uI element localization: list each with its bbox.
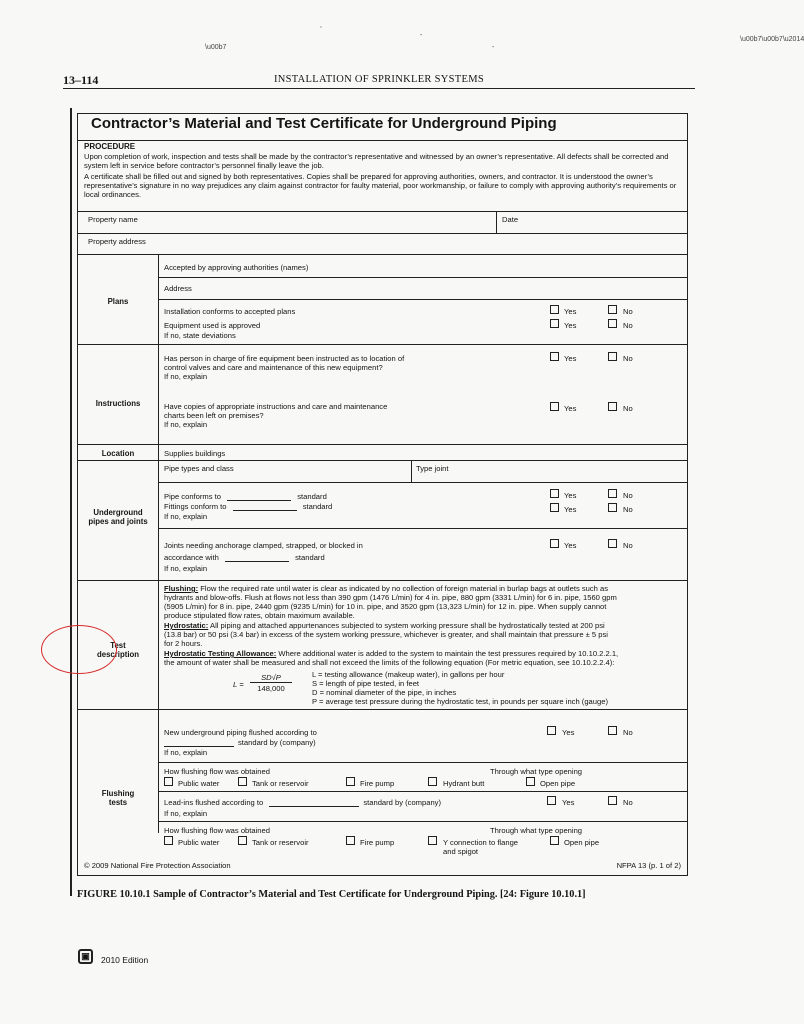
lead-ins-yes-checkbox[interactable] xyxy=(547,796,556,805)
flushing-text-2: hydrants and blow-offs. Flush at flows not less than 390 gpm (1476 L/min) for 4 in. pipe, 880 gpm (3331 L/min) for 6 in. pipe, 1560 gpm xyxy=(164,593,617,602)
charts-no-checkbox[interactable] xyxy=(608,402,617,411)
equation-denominator: 148,000 xyxy=(257,684,285,693)
new-flushed-yes-checkbox[interactable] xyxy=(547,726,556,735)
yes-label: Yes xyxy=(564,491,577,500)
no-label: No xyxy=(623,321,633,330)
accepted-by-label: Accepted by approving authorities (names) xyxy=(164,263,309,272)
yes-label: Yes xyxy=(564,354,577,363)
plans-conform-yes-checkbox[interactable] xyxy=(550,305,559,314)
standard-by-company-label: standard by (company) xyxy=(238,738,316,747)
tank-reservoir-label: Tank or reservoir xyxy=(252,838,309,847)
joints-no-checkbox[interactable] xyxy=(608,539,617,548)
tank-reservoir-label: Tank or reservoir xyxy=(252,779,309,788)
no-label: No xyxy=(623,728,633,737)
yes-label: Yes xyxy=(564,307,577,316)
pipe-conforms-no-checkbox[interactable] xyxy=(608,489,617,498)
page-header xyxy=(63,73,695,89)
no-label: No xyxy=(623,798,633,807)
plans-label: Plans xyxy=(107,297,129,306)
hydrostatic-text-2: (13.8 bar) or 50 psi (3.4 bar) in excess of the system working pressure, whichever is greater, and shall maintain that pressure ± 5 psi xyxy=(164,630,608,639)
no-label: No xyxy=(623,354,633,363)
supplies-buildings-label: Supplies buildings xyxy=(164,449,226,458)
standard-label: standard xyxy=(302,502,333,511)
yes-label: Yes xyxy=(564,404,577,413)
definition-s: S = length of pipe tested, in feet xyxy=(312,679,420,688)
property-address-field[interactable] xyxy=(168,234,683,253)
explain-label: If no, explain xyxy=(164,420,208,429)
figure-caption: FIGURE 10.10.1 Sample of Contractor’s Material and Test Certificate for Underground Piping. [24: Figure 10.10.1] xyxy=(77,889,586,900)
no-label: No xyxy=(623,307,633,316)
date-field[interactable] xyxy=(533,212,683,232)
running-title: INSTALLATION OF SPRINKLER SYSTEMS xyxy=(273,74,485,85)
standard-label: standard xyxy=(297,492,327,501)
joints-yes-checkbox[interactable] xyxy=(550,539,559,548)
flushing-text-4: produce stipulated flow rates, obtain maximum available. xyxy=(164,611,355,620)
standard-by-company-label: standard by (company) xyxy=(363,798,442,807)
new-flushed-no-checkbox[interactable] xyxy=(608,726,617,735)
fire-pump-checkbox-2[interactable] xyxy=(346,836,355,845)
no-label: No xyxy=(623,404,633,413)
fire-pump-label: Fire pump xyxy=(360,838,395,847)
yes-label: Yes xyxy=(564,541,577,550)
underground-label-2: pipes and joints xyxy=(88,517,148,526)
explain-label: If no, explain xyxy=(164,512,208,521)
equation-numerator: SD√P xyxy=(250,673,292,683)
equipment-no-checkbox[interactable] xyxy=(608,319,617,328)
instructed-no-checkbox[interactable] xyxy=(608,352,617,361)
no-label: No xyxy=(623,541,633,550)
open-pipe-label: Open pipe xyxy=(564,838,600,847)
allowance-text: Where additional water is added to the system to maintain the test pressures required by 10.10.2.2.1, xyxy=(276,649,619,658)
through-opening-label: Through what type opening xyxy=(490,826,583,835)
hydrant-butt-label: Hydrant butt xyxy=(443,779,485,788)
page-number: 13–114 xyxy=(63,73,99,87)
explain-label: If no, explain xyxy=(164,748,208,757)
tank-reservoir-checkbox[interactable] xyxy=(238,777,247,786)
explain-label: If no, explain xyxy=(164,564,208,573)
open-pipe-checkbox[interactable] xyxy=(526,777,535,786)
form-title: Contractor’s Material and Test Certificate for Underground Piping xyxy=(78,114,687,141)
yes-label: Yes xyxy=(562,728,575,737)
plans-conform-no-checkbox[interactable] xyxy=(608,305,617,314)
nfpa-page-label: NFPA 13 (p. 1 of 2) xyxy=(616,861,681,870)
certificate-form xyxy=(77,113,688,876)
property-name-label: Property name xyxy=(88,215,138,224)
hydrostatic-heading: Hydrostatic: xyxy=(164,621,209,630)
instruction-question-1b: control valves and care and maintenance of this new equipment? xyxy=(164,363,383,372)
flushing-tests-label: Flushing xyxy=(101,789,135,798)
date-label: Date xyxy=(502,215,519,224)
location-label: Location xyxy=(101,449,135,458)
through-opening-label: Through what type opening xyxy=(490,767,583,776)
hydrostatic-text: All piping and attached appurtenances subjected to system working pressure shall be hydrostatically tested at 200 psi xyxy=(208,621,605,630)
equipment-yes-checkbox[interactable] xyxy=(550,319,559,328)
tank-reservoir-checkbox-2[interactable] xyxy=(238,836,247,845)
hydrant-butt-checkbox[interactable] xyxy=(428,777,437,786)
property-address-label: Property address xyxy=(88,237,146,246)
no-label: No xyxy=(623,505,633,514)
no-label: No xyxy=(623,491,633,500)
equation-lhs: L = xyxy=(233,680,244,689)
equipment-approved-label: Equipment used is approved xyxy=(164,321,261,330)
copyright: © 2009 National Fire Protection Association xyxy=(84,861,231,870)
instruction-question-2b: charts been left on premises? xyxy=(164,411,264,420)
spigot-label: and spigot xyxy=(443,847,479,856)
joints-anchorage-label: Joints needing anchorage clamped, strapped, or blocked in xyxy=(164,541,363,550)
flushing-text: Flow the required rate until water is clear as indicated by no collection of foreign material in burlap bags at outlets such as xyxy=(198,584,609,593)
fire-pump-checkbox[interactable] xyxy=(346,777,355,786)
procedure-text-2: A certificate shall be filled out and signed by both representatives. Copies shall be prepared for approving authorities, owners, and contractor. It is understood the owner’s representative’s signature in no way prejudices any claim against contractor for faulty material, poor workmanship, or failure to comply with approving authority’s requirements or local ordinances. xyxy=(84,172,677,199)
explain-label: If no, explain xyxy=(164,372,208,381)
nfpa-logo-icon: ▣ xyxy=(78,949,93,964)
how-flow-obtained-label: How flushing flow was obtained xyxy=(164,826,270,835)
margin-bar xyxy=(70,108,72,896)
instruction-question-2: Have copies of appropriate instructions and care and maintenance xyxy=(164,402,388,411)
property-name-field[interactable] xyxy=(168,212,493,232)
allowance-heading: Hydrostatic Testing Allowance: xyxy=(164,649,277,658)
edition-label: 2010 Edition xyxy=(101,955,149,965)
procedure-heading: PROCEDURE xyxy=(84,142,136,151)
hydrostatic-text-3: for 2 hours. xyxy=(164,639,203,648)
fittings-label: Fittings conform to xyxy=(164,502,227,511)
new-piping-flushed-label: New underground piping flushed according to xyxy=(164,728,317,737)
definition-l: L = testing allowance (makeup water), in gallons per hour xyxy=(312,670,505,679)
yes-label: Yes xyxy=(562,798,575,807)
flushing-tests-label-2: tests xyxy=(108,798,128,807)
standard-label: standard xyxy=(295,553,325,562)
lead-ins-no-checkbox[interactable] xyxy=(608,796,617,805)
explain-label: If no, explain xyxy=(164,809,208,818)
pipe-conforms-label: Pipe conforms to xyxy=(164,492,221,501)
underground-label: Underground xyxy=(93,508,143,517)
test-label: Test xyxy=(110,641,126,650)
fire-pump-label: Fire pump xyxy=(360,779,395,788)
how-flow-obtained-label: How flushing flow was obtained xyxy=(164,767,270,776)
public-water-label: Public water xyxy=(178,779,220,788)
instruction-question-1: Has person in charge of fire equipment been instructed as to location of xyxy=(164,354,405,363)
test-description-label: description xyxy=(96,650,140,659)
open-pipe-checkbox-2[interactable] xyxy=(550,836,559,845)
deviations-label: If no, state deviations xyxy=(164,331,236,340)
pipe-conforms-yes-checkbox[interactable] xyxy=(550,489,559,498)
accordance-label: accordance with xyxy=(164,553,219,562)
yes-label: Yes xyxy=(564,321,577,330)
fittings-no-checkbox[interactable] xyxy=(608,503,617,512)
public-water-checkbox-2[interactable] xyxy=(164,836,173,845)
procedure-text-1: Upon completion of work, inspection and tests shall be made by the contractor’s representative and witnessed by an owner’s representative. All defects shall be corrected and system left in service before contractor’s personnel finally leave the job. xyxy=(84,152,669,170)
definition-p: P = average test pressure during the hydrostatic test, in pounds per square inch (gauge) xyxy=(312,697,608,706)
instructions-label: Instructions xyxy=(95,399,141,408)
allowance-text-2: the amount of water shall be measured and shall not exceed the limits of the following equation (For metric equation, see 10.10.2.2.4): xyxy=(164,658,615,667)
yes-label: Yes xyxy=(564,505,577,514)
handwritten-circle-annotation xyxy=(41,625,117,674)
public-water-checkbox[interactable] xyxy=(164,777,173,786)
y-connection-checkbox[interactable] xyxy=(428,836,437,845)
flushing-heading: Flushing: xyxy=(164,584,199,593)
instructed-yes-checkbox[interactable] xyxy=(550,352,559,361)
y-connection-label: Y connection to flange xyxy=(443,838,519,847)
pipe-types-label: Pipe types and class xyxy=(164,464,234,473)
lead-ins-label: Lead-ins flushed according to xyxy=(164,798,264,807)
public-water-label: Public water xyxy=(178,838,220,847)
charts-yes-checkbox[interactable] xyxy=(550,402,559,411)
flushing-text-3: (5905 L/min) for 8 in. pipe, 2440 gpm (9235 L/min) for 10 in. pipe, and 3520 gpm (13,323 L/min) for 12 in. pipe. When supply cannot xyxy=(164,602,607,611)
plans-address-label: Address xyxy=(164,284,192,293)
definition-d: D = nominal diameter of the pipe, in inches xyxy=(312,688,457,697)
open-pipe-label: Open pipe xyxy=(540,779,576,788)
type-joint-label: Type joint xyxy=(416,464,449,473)
procedure-section xyxy=(84,142,679,199)
fittings-yes-checkbox[interactable] xyxy=(550,503,559,512)
conforms-plans-label: Installation conforms to accepted plans xyxy=(164,307,296,316)
